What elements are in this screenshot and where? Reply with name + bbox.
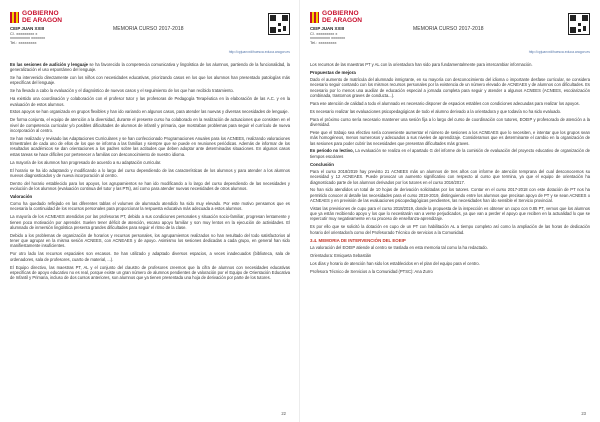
school-phone: Tel.: xxxxxxxxx xyxy=(310,39,337,45)
page-header xyxy=(310,10,590,62)
memoria-title: MEMORIA CURSO 2017-2018 xyxy=(413,26,484,32)
logo-line-1: GOBIERNO xyxy=(22,10,59,17)
left-body xyxy=(10,62,290,280)
paragraph: Profesora Técnico de Servicios a la Comunidad (PTSC): Ana Zurro xyxy=(310,268,433,274)
page-number: 22 xyxy=(281,411,286,416)
paragraph: Estos apoyos se han organizado en grupos flexibles y han ido variando en algunos casos, para atender las nuevas y diversas necesidades de lenguaje. xyxy=(10,109,289,115)
paragraph: Ha existido una coordinación y colaboración con el profesor tutor y las profesoras de Pedagogía Terapéutica en la elaboración de las A.C. y en la evaluación de estos alumnos. xyxy=(10,96,290,107)
paragraph: Los recursos de las maestras PT y AL con la orientadora han sido para fundamentalmente para intercambiar información. xyxy=(310,62,533,67)
section-heading-conclusion: Conclusión xyxy=(310,161,334,167)
school-name: CEIP JUAN XXIII xyxy=(10,26,45,31)
paragraph: Por otro lado las recursos espaciales son escasos. Se han utilizado y adaptado diversos espacios, a veces inadecuados (biblioteca, sala de ordenadores, sala de profesores, cuarto de material, ...). xyxy=(10,251,290,262)
paragraph: Es por ello que se solicitó la dotación en cupo de un PT con habilitación AL a tiempo completo así como la ampliación de las horas de dedicación horario del orientador/a como del Profesorado Técnico de servicios a la Comunidad. xyxy=(310,224,590,235)
gobierno-aragon-logo xyxy=(310,10,370,24)
gobierno-aragon-logo xyxy=(10,10,70,24)
school-info xyxy=(10,27,45,45)
paragraph: Para el curso 2018/2019 hay previsto 21 ACNEES más un alumnos de tres años con informe de atención temprana del cual desconocemos su necesidad y 12 ACNEAES. Puede provocar un aumento significativo con respecto al curso que termina, ya que el equipo de orientación ha diagnosticado parte de los alumnos derivados por los tutores en el curso 2016/2017. xyxy=(310,168,590,185)
school-city: xxxxxxxxxx xxxxxxx xyxy=(310,35,346,40)
logo-line-1: GOBIERNO xyxy=(322,10,359,17)
page-header xyxy=(10,10,290,62)
qr-code-icon xyxy=(268,13,290,35)
logo-line-2: DE ARAGON xyxy=(22,17,63,24)
paragraph: Se han realizado y revisado las Adaptaciones Curriculares y se han confeccionado Programaciones Anuales para los ACNEES, realizando valoraciones trimestrales de cada uno de ellos de los que se informa a las familias y siempre que se puede en reuniones periódicas. Además de informar de los resultados académicos se dan orientaciones a los padres sobre las actitudes que deben adoptar ante determinadas situaciones. En algunos casos estas tareas se hace difíciles por pertenecer a familias con desconocimiento de nuestro idioma. xyxy=(10,135,290,157)
paragraph: La valoración del EOEIP atiende al centro se traslada en esta memoria tal como la ha redactado. xyxy=(310,244,488,250)
qr-code-icon xyxy=(568,13,590,35)
paragraph: Como ha quedado reflejado en las diferentes tablas el volumen de alumnado atendido ha sido muy elevado. Por este motivo pensamos que es necesaria la continuidad de los recursos personales para proporcionar la respuesta educativa más adecuada a estos alumnos. xyxy=(10,201,290,212)
paragraph: En las sesiones de audición y lenguaje se ha favorecido la competencia comunicativa y lingüística de los alumnos, partiendo de la funcionalidad, la generalización el uso espontáneo del lenguaje. xyxy=(10,62,290,73)
page-number: 23 xyxy=(581,411,586,416)
section-heading-eoeip: 3.4. MEMORIA DE INTERVENCIÓN DEL EOEIP xyxy=(310,237,406,243)
section-heading-propuestas: Propuestas de mejora xyxy=(310,69,356,75)
paragraph: Dado el aumento de matrícula del alumnado inmigrante, en su mayoría con desconocimiento del idioma o importante desfase curricular, se considera necesario seguir contando con los mismos recursos personales por la existencia de un número elevado de ACNEAES y de alumnos con dificultades. Es necesario por lo menos una auxiliar de educación especial a jornada completa para seguir y atender a algunos ACNEES (ACNEES, escolarización combinada, trastornos graves de conducta...). xyxy=(310,77,590,99)
paragraph: Se ha llevado a cabo la evaluación y el diagnóstico de nuevos casos y el seguimiento de los que han recibido tratamiento. xyxy=(10,88,234,94)
paragraph: Debido a los problemas de organización de horarios y recursos personales, los agrupamientos realizados no han resultado del todo satisfactorios al tener que agrupar en la misma sesión ACNEES, con ACNEAES y de apoyo. Asimismo los sesiones dedicadas a cada grupo, en general han sido manifiestamente insuficientes. xyxy=(10,232,290,249)
school-city: xxxxxxxxxx xxxxxxx xyxy=(10,35,46,40)
school-name: CEIP JUAN XXIII xyxy=(310,26,345,31)
aragon-flag-icon xyxy=(10,12,19,23)
school-address: C/. xxxxxxxxx x xyxy=(310,30,338,36)
paragraph: Orientadora: Emiqueta Sebastián xyxy=(310,252,372,258)
paragraph: La mayoría de los alumnos han progresado de acuerdo a su adaptación curricular. xyxy=(10,159,162,165)
paragraph: Para el próximo curso sería necesario mantener una sesión fija a lo largo del curso de coordinación con tutores, EOEIP y profesorado de atención a la diversidad. xyxy=(310,116,590,128)
paragraph: No han sido atendidos un total de 10 hojas de derivación solicitadas por los tutores. Contar en el curso 2017-2018 con este dotación de PT nos ha permitido conocer al detalle las necesidades para el curso 2018-2019, distinguiendo entre los alumnos que precisan apoyo de PT y se sean ACNEES o ACNEAES y en previsión de las evaluaciones psicopedagógicas pendientes, las necesidades han ido sensible el Servicio provincial. xyxy=(310,187,590,203)
paragraph: El Equipo directivo, las maestras PT, AL y el conjunto del claustro de profesores creemos que la cifra de alumnos con necesidades educativas específicas de apoyo educativo no es real, porque existe un gran número de alumnos pendientes de valoración por el Equipo de Orientación Educativa de Infantil y Primaria, incluso de dos cursos anteriores, son alumnos que ya tienen presentada una hoja de derivación por parte de los tutores. xyxy=(10,264,290,281)
header-link[interactable]: http://cpjuanxxiiihuesca.educa.aragon.es xyxy=(228,50,290,54)
paragraph: Pese que el trabajo sea efectivo sería conveniente aumentar el número de sesiones a los ACNEAES que lo necesiten, e intentar que los grupos sean más homogéneos, menos numerosos y adecuados a sus niveles de aprendizaje. Consideramos que es determinante el cambio en la organización de las sesiones para poder cubrir las necesidades que presentan dificultades más graves. xyxy=(310,129,590,146)
right-body xyxy=(310,62,590,274)
page-right xyxy=(300,0,600,422)
school-address: C/. xxxxxxxxx x xyxy=(10,30,38,36)
memoria-title: MEMORIA CURSO 2017-2018 xyxy=(113,26,184,32)
aragon-flag-icon xyxy=(310,12,319,23)
header-link[interactable]: http://cpjuanxxiiihuesca.educa.aragon.es xyxy=(528,50,590,54)
paragraph: Dentro del horario establecido para los apoyos, los agrupamientos se han ido modificando a lo largo del curso dependiendo de las necesidades y evolución de los alumnos (evaluación continua del tutor y las PTs), así como para atender nuevas necesidades de otros alumnos. xyxy=(10,180,290,191)
paragraph: En periodo no lectivo, La evaluación se realiza en el apartado G del informe de la comisión de evaluación del proyecto educativo de organización de tiempos escolares xyxy=(310,148,590,159)
school-phone: Tel.: xxxxxxxxx xyxy=(10,39,37,45)
section-heading-valoracion: Valoración xyxy=(10,193,33,199)
paragraph: Vistas las previsiones de cupo para el curso 2018/2019, donde la propuesta de la inspección es obtener un cupo con 0.85 PT, vemos que los alumnos que ya están recibiendo apoyo y los que lo necesitarán van a verse perjudicados, ya que van a perder el apoyo que reciben en la actualidad lo que se repercutir muy negativamente en su proceso de enseñanza-aprendizaje. xyxy=(310,205,590,222)
paragraph: Se ha intervenido directamente con los niños con necesidades educativas, priorizando casos en los que los alumnos han presentado patologías más específicas del lenguaje. xyxy=(10,75,290,86)
paragraph: El horario se ha ido adaptando y modificando a lo largo del curso dependiendo de las características de los alumnos y para atender a los alumnos nuevos diagnosticados y de nueva incorporación al centro. xyxy=(10,167,290,178)
school-info xyxy=(310,27,345,45)
logo-line-2: DE ARAGON xyxy=(322,17,363,24)
paragraph: Es necesario realizar las evaluaciones psicopedagógicas de todo el alumno derivado a la orientadora y que todavía no ha sido evaluado. xyxy=(310,108,562,114)
paragraph: La mayoría de los ACNEAES atendidos por las profesoras PT, debido a sus condiciones personales y situación socio-familiar, progresan lentamente y tienen poca motivación por aprender. Suelen tener déficit de atención, escaso apoyo familiar y son muy lentos en la ejecución de actividades. El alumnado de inmersión lingüística presenta grandes dificultades para seguir el ritmo de la clase. xyxy=(10,214,290,230)
paragraph: Para ese atención de calidad a todo el alumnado es necesario disponer de espacios estables con condiciones adecuadas para realizar los apoyos. xyxy=(310,100,580,106)
paragraph: De forma conjunta, el equipo de atención a la diversidad, durante el presente curso ha colaborado en la realización de actuaciones que consisten en el nivel de competencia curricular y/o posibles dificultades de alumnos de infantil y primaria, que mostraban problemas para seguir el currículo de nueva incorporación al centro. xyxy=(10,117,290,133)
paragraph: Los días y horario de atención han sido los establecidos en el plan del equipo para el centro. xyxy=(310,260,480,266)
